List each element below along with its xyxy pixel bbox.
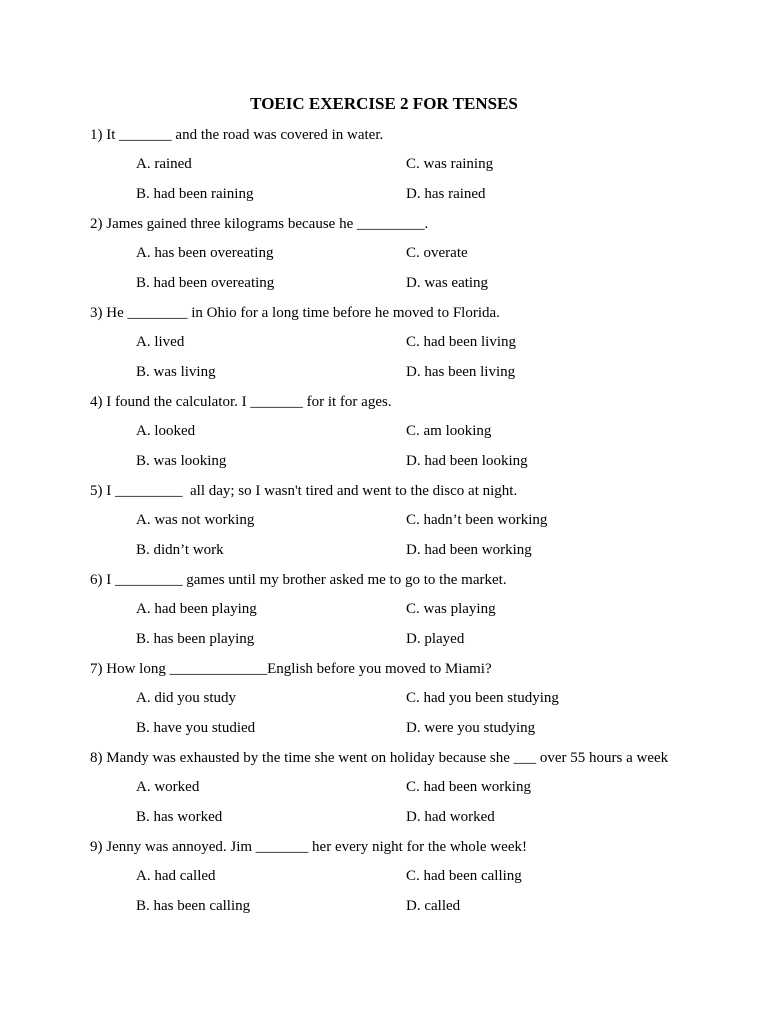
option-a: A. worked (136, 779, 200, 795)
question-stem: 8) Mandy was exhausted by the time she went on holiday because she ___ over 55 hours a week (90, 750, 669, 766)
options-row-1 (90, 776, 730, 806)
options-row-1 (90, 865, 730, 895)
options-row-2 (90, 450, 730, 480)
option-d: D. had worked (406, 809, 495, 825)
options-row-2 (90, 539, 730, 569)
option-b: B. has been playing (136, 631, 255, 647)
question-stem: 7) How long _____________English before you moved to Miami? (90, 661, 492, 677)
question-stem: 5) I _________ all day; so I wasn't tired and went to the disco at night. (90, 483, 518, 499)
options-row-1 (90, 331, 730, 361)
question-7 (90, 658, 730, 747)
question-9 (90, 836, 730, 925)
options-row-2 (90, 628, 730, 658)
question-stem: 4) I found the calculator. I _______ for it for ages. (90, 394, 392, 410)
option-a: A. had called (136, 868, 216, 884)
option-c: C. had you been studying (406, 690, 559, 706)
option-c: C. hadn’t been working (406, 512, 548, 528)
question-1 (90, 124, 730, 213)
option-c: C. had been living (406, 334, 516, 350)
options-row-1 (90, 153, 730, 183)
option-b: B. has worked (136, 809, 223, 825)
options-row-1 (90, 687, 730, 717)
option-a: A. was not working (136, 512, 255, 528)
option-c: C. overate (406, 245, 468, 261)
options-row-2 (90, 717, 730, 747)
question-stem: 1) It _______ and the road was covered in water. (90, 127, 384, 143)
question-stem: 2) James gained three kilograms because he _________. (90, 216, 429, 232)
option-a: A. did you study (136, 690, 237, 706)
options-row-2 (90, 272, 730, 302)
options-row-1 (90, 242, 730, 272)
options-row-2 (90, 183, 730, 213)
question-3 (90, 302, 730, 391)
question-stem: 9) Jenny was annoyed. Jim _______ her every night for the whole week! (90, 839, 527, 855)
option-b: B. have you studied (136, 720, 256, 736)
question-6 (90, 569, 730, 658)
options-row-1 (90, 509, 730, 539)
option-c: C. had been working (406, 779, 531, 795)
option-d: D. was eating (406, 275, 489, 291)
option-d: D. played (406, 631, 465, 647)
options-row-2 (90, 361, 730, 391)
option-b: B. had been raining (136, 186, 254, 202)
options-row-2 (90, 895, 730, 925)
option-b: B. had been overeating (136, 275, 275, 291)
option-b: B. was living (136, 364, 216, 380)
option-b: B. has been calling (136, 898, 251, 914)
question-list (90, 124, 730, 925)
option-a: A. had been playing (136, 601, 257, 617)
option-d: D. were you studying (406, 720, 536, 736)
option-a: A. rained (136, 156, 192, 172)
option-c: C. was playing (406, 601, 496, 617)
question-4 (90, 391, 730, 480)
option-a: A. has been overeating (136, 245, 274, 261)
option-d: D. has rained (406, 186, 486, 202)
question-5 (90, 480, 730, 569)
options-row-1 (90, 598, 730, 628)
question-2 (90, 213, 730, 302)
option-c: C. was raining (406, 156, 494, 172)
option-a: A. looked (136, 423, 196, 439)
option-c: C. had been calling (406, 868, 522, 884)
options-row-1 (90, 420, 730, 450)
option-d: D. called (406, 898, 461, 914)
page-title: TOEIC EXERCISE 2 FOR TENSES (250, 94, 518, 113)
option-d: D. had been looking (406, 453, 528, 469)
options-row-2 (90, 806, 730, 836)
question-stem: 3) He ________ in Ohio for a long time before he moved to Florida. (90, 305, 500, 321)
option-a: A. lived (136, 334, 185, 350)
option-d: D. has been living (406, 364, 516, 380)
option-c: C. am looking (406, 423, 492, 439)
option-b: B. was looking (136, 453, 227, 469)
option-d: D. had been working (406, 542, 532, 558)
question-8 (90, 747, 730, 836)
question-stem: 6) I _________ games until my brother asked me to go to the market. (90, 572, 507, 588)
option-b: B. didn’t work (136, 542, 224, 558)
